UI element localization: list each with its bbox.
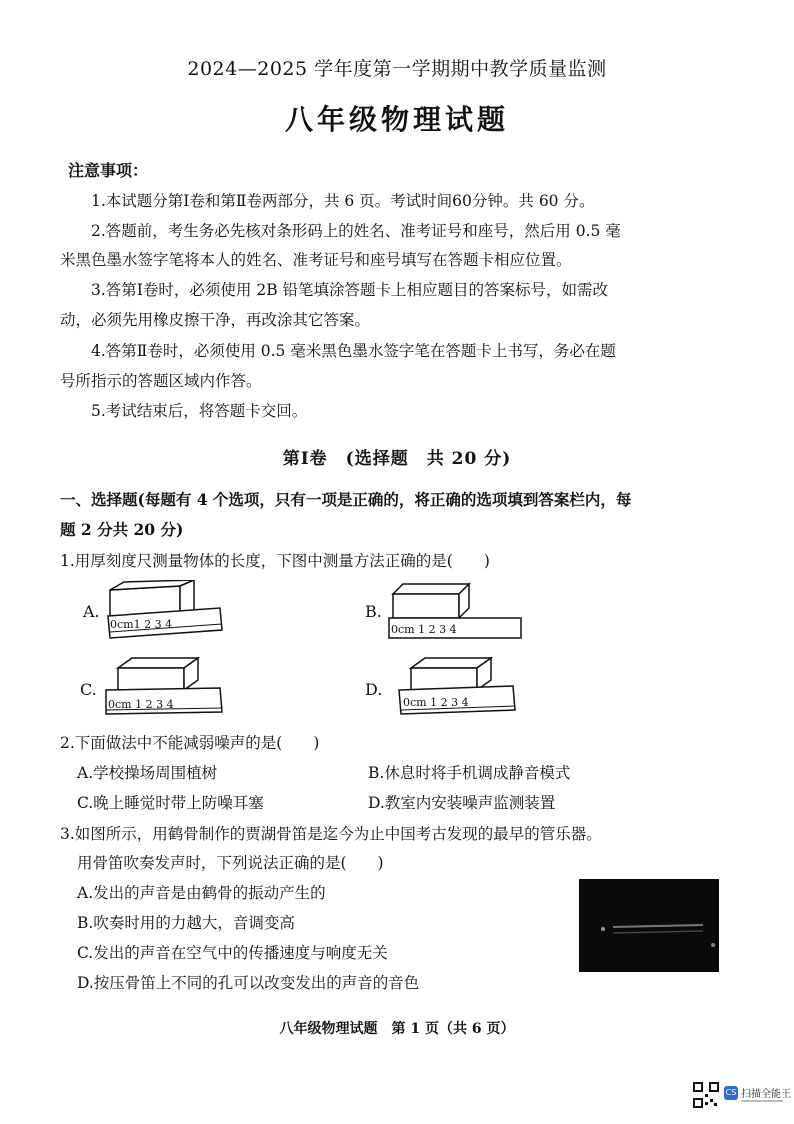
exam-header-title: 2024—2025 学年度第一学期期中教学质量监测 [187, 58, 607, 80]
q3-option-d: D.按压骨笛上不同的孔可以改变发出的声音的音色 [77, 974, 420, 992]
note-line-1: 1.本试题分第Ⅰ卷和第Ⅱ卷两部分，共 6 页。考试时间60分钟。共 60 分。 [91, 192, 595, 210]
qr-code-icon [693, 1082, 719, 1108]
notes-heading: 注意事项： [68, 161, 149, 180]
q1-figure-a [80, 580, 240, 640]
q3-option-a: A.发出的声音是由鹤骨的振动产生的 [77, 884, 326, 902]
paper-title: 八年级物理试题 [284, 103, 509, 136]
q2-option-b: B.休息时将手机调成静音模式 [368, 764, 571, 782]
ruler-b-scale: 0cm 1 2 3 4 [391, 623, 457, 636]
ruler-d-scale: 0cm 1 2 3 4 [403, 696, 469, 709]
ruler-c-scale: 0cm 1 2 3 4 [108, 698, 174, 711]
q3-option-c: C.发出的声音在空气中的传播速度与响度无关 [77, 944, 388, 962]
q3-stem-line-2: 用骨笛吹奏发声时，下列说法正确的是( ) [77, 854, 384, 872]
note-line-8: 5.考试结束后，将答题卡交回。 [91, 402, 308, 420]
q1-figure-c [80, 656, 240, 718]
scanner-badge-text: 扫描全能王 [741, 1089, 791, 1100]
q1-stem: 1.用厚刻度尺测量物体的长度，下图中测量方法正确的是( ) [60, 552, 490, 570]
scanner-badge [693, 1082, 791, 1108]
bone-flute-graphic [579, 879, 719, 972]
section-instruction-1: 一、选择题(每题有 4 个选项，只有一项是正确的，将正确的选项填到答案栏内，每 [60, 490, 632, 509]
q1-label-d: D. [365, 680, 383, 699]
ruler-a-graphic [80, 580, 240, 640]
q1-label-c: C. [80, 680, 97, 699]
cs-logo-icon: CS [724, 1086, 738, 1100]
note-line-7: 号所指示的答题区域内作答。 [60, 372, 262, 390]
q2-option-a: A.学校操场周围植树 [77, 764, 218, 782]
section-title: 第Ⅰ卷 (选择题 共 20 分) [282, 449, 512, 469]
note-line-2: 2.答题前，考生务必先核对条形码上的姓名、准考证号和座号，然后用 0.5 毫 [91, 222, 621, 240]
note-line-6: 4.答第Ⅱ卷时，必须使用 0.5 毫米黑色墨水签字笔在答题卡上书写，务必在题 [91, 342, 616, 360]
q1-figure-d [365, 656, 525, 718]
note-line-5: 动，必须先用橡皮擦干净，再改涂其它答案。 [60, 311, 371, 329]
note-line-3: 米黑色墨水签字笔将本人的姓名、准考证号和座号填写在答题卡相应位置。 [60, 251, 572, 269]
q2-stem: 2.下面做法中不能减弱噪声的是( ) [60, 734, 320, 752]
bone-flute-photo [579, 879, 719, 972]
q1-figure-b [365, 580, 525, 640]
q3-option-b: B.吹奏时用的力越大，音调变高 [77, 914, 295, 932]
q2-option-d: D.教室内安装噪声监测装置 [368, 794, 556, 812]
note-line-4: 3.答第Ⅰ卷时，必须使用 2B 铅笔填涂答题卡上相应题目的答案标号，如需改 [91, 281, 609, 299]
q1-label-b: B. [365, 602, 382, 621]
q3-stem-line-1: 3.如图所示，用鹤骨制作的贾湖骨笛是迄今为止中国考古发现的最早的管乐器。 [60, 825, 602, 843]
ruler-a-scale: 0cm1 2 3 4 [110, 618, 173, 631]
q1-label-a: A. [83, 602, 100, 621]
q2-option-c: C.晚上睡觉时带上防噪耳塞 [77, 794, 264, 812]
badge-subline [741, 1100, 783, 1102]
page-footer: 八年级物理试题 第 1 页（共 6 页） [279, 1021, 515, 1037]
section-instruction-2: 题 2 分共 20 分) [60, 520, 184, 539]
